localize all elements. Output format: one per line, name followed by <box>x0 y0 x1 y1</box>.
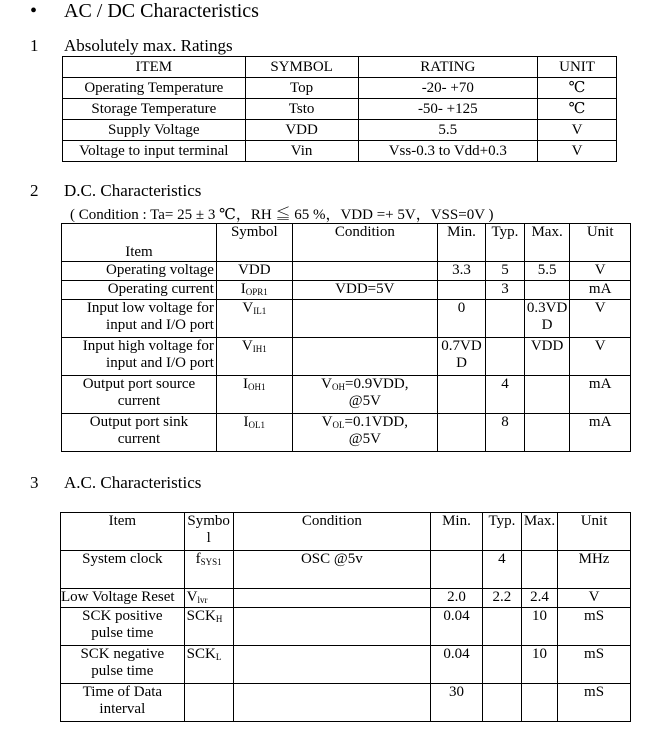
cell-item: Voltage to input terminal <box>63 141 246 162</box>
cell-symbol: Tsto <box>245 99 358 120</box>
cell-typ: 3 <box>485 281 524 300</box>
cell-condition <box>292 300 437 338</box>
cell-typ <box>485 300 524 338</box>
item-line-2: input and I/O port <box>106 355 214 371</box>
table-row <box>62 300 631 338</box>
table-row <box>61 551 631 589</box>
header-min: Min. <box>438 224 486 262</box>
cell-min: 30 <box>431 684 483 722</box>
symbol-main: f <box>195 551 201 567</box>
header-unit: Unit <box>570 224 631 262</box>
cell-typ: 8 <box>485 414 524 452</box>
symbol-main: I <box>243 414 249 430</box>
max-ratings-table <box>62 56 617 162</box>
condition-rest: =0.9VDD, <box>345 376 409 392</box>
symbol-subscript: L <box>215 652 222 662</box>
table-row <box>61 608 631 646</box>
table-row <box>62 376 631 414</box>
condition-line-1 <box>295 376 435 393</box>
cell-item <box>61 646 185 684</box>
header-symbol <box>184 513 233 551</box>
item-line-2: pulse time <box>91 663 154 679</box>
item-line-1: Output port source <box>82 376 196 392</box>
header-item: Item <box>62 224 217 262</box>
cell-typ: 4 <box>482 551 521 589</box>
cell-typ: 5 <box>485 262 524 281</box>
cell-max <box>521 551 557 589</box>
cell-unit: V <box>570 262 631 281</box>
table-row <box>63 120 617 141</box>
cell-rating: -50- +125 <box>358 99 538 120</box>
cell-typ: 4 <box>485 376 524 414</box>
cell-typ <box>485 338 524 376</box>
item-line-1: Time of Data <box>82 684 163 700</box>
table-row <box>63 78 617 99</box>
item-line-1: SCK positive <box>82 608 163 624</box>
symbol-header-line-2: l <box>206 530 211 546</box>
cell-item: Operating voltage <box>62 262 217 281</box>
cell-min <box>431 551 483 589</box>
dc-condition-note: ( Condition : Ta= 25 ± 3 ℃，RH ≦ 65 %，VDD =+ 5V，VSS=0V ) <box>70 207 494 223</box>
cell-unit: mS <box>558 608 631 646</box>
symbol-subscript: OL1 <box>248 420 266 430</box>
cell-condition <box>233 684 430 722</box>
cell-min: 2.0 <box>431 589 483 608</box>
table-header-row <box>61 513 631 551</box>
cell-min <box>438 281 486 300</box>
cell-condition <box>233 589 430 608</box>
cell-item <box>61 608 185 646</box>
cell-max: 5.5 <box>524 262 569 281</box>
symbol-main: I <box>240 281 246 297</box>
max-line-1: 0.3VD <box>526 300 568 316</box>
table-row <box>63 141 617 162</box>
table-row <box>62 414 631 452</box>
cell-symbol <box>216 376 292 414</box>
cell-symbol <box>216 414 292 452</box>
item-line-1: Output port sink <box>89 414 189 430</box>
cell-min: 3.3 <box>438 262 486 281</box>
symbol-subscript: IH1 <box>252 344 267 354</box>
cell-typ <box>482 608 521 646</box>
section-2-number: 2 <box>30 181 39 200</box>
item-line-2: input and I/O port <box>106 317 214 333</box>
cell-condition: OSC @5v <box>233 551 430 589</box>
condition-line-1 <box>295 414 435 431</box>
cell-symbol <box>184 589 233 608</box>
cell-symbol <box>216 281 292 300</box>
cell-item <box>62 300 217 338</box>
cell-symbol: VDD <box>245 120 358 141</box>
cell-min <box>438 414 486 452</box>
item-line-2: interval <box>99 701 146 717</box>
cell-item <box>61 684 185 722</box>
cell-symbol <box>184 646 233 684</box>
header-max: Max. <box>521 513 557 551</box>
cell-typ <box>482 646 521 684</box>
header-condition: Condition <box>233 513 430 551</box>
symbol-subscript: OH1 <box>248 382 266 392</box>
table-row <box>61 646 631 684</box>
cell-condition <box>233 608 430 646</box>
cell-min <box>438 338 486 376</box>
cell-typ <box>482 684 521 722</box>
cell-max <box>524 414 569 452</box>
cell-unit: V <box>538 120 617 141</box>
cell-symbol <box>184 551 233 589</box>
header-unit: UNIT <box>538 57 617 78</box>
condition-line-2: @5V <box>348 431 381 447</box>
cell-symbol: Top <box>245 78 358 99</box>
cell-max: 2.4 <box>521 589 557 608</box>
cell-min: 0 <box>438 300 486 338</box>
section-3-title: A.C. Characteristics <box>64 473 202 492</box>
section-1-number: 1 <box>30 36 39 55</box>
ac-characteristics-table <box>60 512 631 722</box>
cell-rating: 5.5 <box>358 120 538 141</box>
cell-min <box>438 376 486 414</box>
header-item: Item <box>61 513 185 551</box>
header-item: ITEM <box>63 57 246 78</box>
cell-item <box>62 414 217 452</box>
cell-unit: mS <box>558 684 631 722</box>
header-min: Min. <box>431 513 483 551</box>
header-typ: Typ. <box>485 224 524 262</box>
symbol-main: V <box>241 338 253 354</box>
cell-condition <box>292 414 437 452</box>
table-row <box>61 684 631 722</box>
table-row <box>61 589 631 608</box>
condition-main: V <box>321 376 333 392</box>
cell-condition <box>292 262 437 281</box>
cell-unit: mA <box>570 281 631 300</box>
cell-item: Storage Temperature <box>63 99 246 120</box>
cell-condition <box>233 646 430 684</box>
header-symbol: Symbol <box>216 224 292 262</box>
cell-max: VDD <box>524 338 569 376</box>
cell-unit: MHz <box>558 551 631 589</box>
cell-item: Operating current <box>62 281 217 300</box>
cell-max <box>524 281 569 300</box>
cell-condition: VDD=5V <box>292 281 437 300</box>
cell-max <box>521 684 557 722</box>
cell-unit: mA <box>570 414 631 452</box>
condition-line-2: @5V <box>348 393 381 409</box>
cell-unit: ℃ <box>538 99 617 120</box>
section-3-number: 3 <box>30 473 39 492</box>
table-row <box>63 99 617 120</box>
table-row <box>62 281 631 300</box>
item-line-2: pulse time <box>91 625 154 641</box>
cell-item: Low Voltage Reset <box>61 589 185 608</box>
symbol-subscript: lvr <box>197 595 208 605</box>
symbol-subscript: SYS1 <box>200 557 222 567</box>
cell-item: Supply Voltage <box>63 120 246 141</box>
dc-characteristics-table <box>61 223 631 452</box>
cell-max <box>524 300 569 338</box>
table-header-row <box>63 57 617 78</box>
cell-item <box>62 338 217 376</box>
symbol-header-line-1: Symbo <box>187 513 230 529</box>
cell-condition <box>292 376 437 414</box>
symbol-subscript: OPR1 <box>245 287 268 297</box>
cell-min: 0.04 <box>431 646 483 684</box>
condition-rest: =0.1VDD, <box>344 414 408 430</box>
condition-subscript: OH <box>332 382 346 392</box>
item-line-1: Input low voltage for <box>86 300 214 316</box>
cell-symbol: Vin <box>245 141 358 162</box>
section-1-title: Absolutely max. Ratings <box>64 36 233 55</box>
symbol-subscript: IL1 <box>253 306 267 316</box>
symbol-subscript: H <box>215 614 223 624</box>
item-line-1: Input high voltage for <box>82 338 214 354</box>
page-title: AC / DC Characteristics <box>64 0 259 22</box>
cell-symbol <box>216 338 292 376</box>
cell-unit: ℃ <box>538 78 617 99</box>
header-max: Max. <box>524 224 569 262</box>
cell-unit: mS <box>558 646 631 684</box>
symbol-main: SCK <box>186 646 216 662</box>
cell-max: 10 <box>521 608 557 646</box>
cell-symbol: VDD <box>216 262 292 281</box>
cell-symbol <box>216 300 292 338</box>
section-2-title: D.C. Characteristics <box>64 181 202 200</box>
cell-min: 0.04 <box>431 608 483 646</box>
table-row <box>62 262 631 281</box>
cell-symbol <box>184 608 233 646</box>
cell-condition <box>292 338 437 376</box>
header-symbol: SYMBOL <box>245 57 358 78</box>
cell-item <box>62 376 217 414</box>
symbol-main: I <box>243 376 249 392</box>
symbol-main: V <box>186 589 198 605</box>
table-header-row <box>62 224 631 262</box>
header-condition: Condition <box>292 224 437 262</box>
cell-max <box>524 376 569 414</box>
item-line-2: current <box>117 393 161 409</box>
cell-item: System clock <box>61 551 185 589</box>
cell-item: Operating Temperature <box>63 78 246 99</box>
cell-unit: mA <box>570 376 631 414</box>
cell-unit: V <box>570 338 631 376</box>
cell-unit: V <box>558 589 631 608</box>
header-rating: RATING <box>358 57 538 78</box>
cell-unit: V <box>538 141 617 162</box>
item-line-1: SCK negative <box>80 646 165 662</box>
symbol-main: V <box>242 300 254 316</box>
condition-main: V <box>321 414 333 430</box>
item-line-2: current <box>117 431 161 447</box>
cell-unit: V <box>570 300 631 338</box>
condition-subscript: OL <box>332 420 345 430</box>
cell-typ: 2.2 <box>482 589 521 608</box>
cell-rating: Vss-0.3 to Vdd+0.3 <box>358 141 538 162</box>
bullet-icon: • <box>30 0 38 22</box>
min-line-1: 0.7VD <box>441 338 482 354</box>
cell-max: 10 <box>521 646 557 684</box>
table-row <box>62 338 631 376</box>
cell-rating: -20- +70 <box>358 78 538 99</box>
symbol-main: SCK <box>186 608 216 624</box>
max-line-2: D <box>541 317 553 333</box>
min-line-2: D <box>456 355 467 371</box>
header-unit: Unit <box>558 513 631 551</box>
cell-symbol <box>184 684 233 722</box>
header-typ: Typ. <box>482 513 521 551</box>
